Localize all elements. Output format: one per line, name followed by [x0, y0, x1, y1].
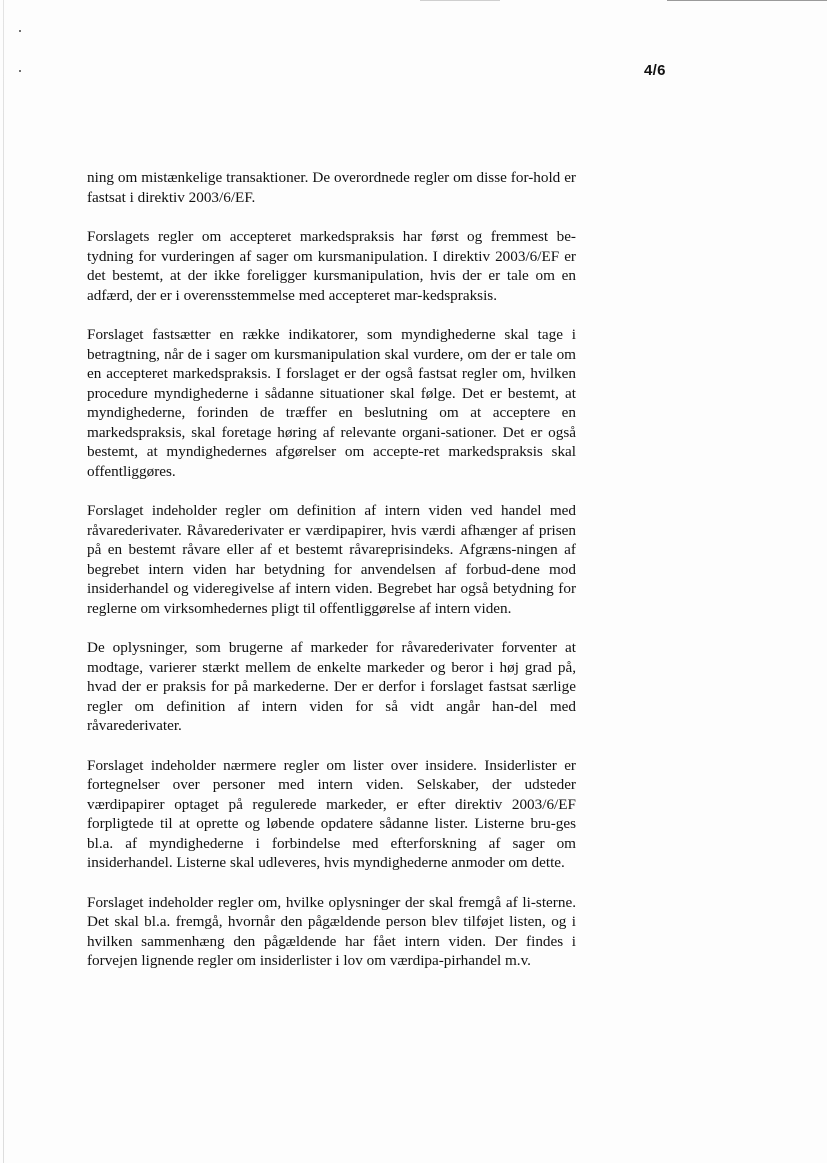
- paragraph: Forslaget fastsætter en række indikatorer, som myndighederne skal tage i betragtning, når de i sager om kursmanipulation skal vurdere, om der er tale om en accepteret markedspraksis. I forslaget er der også fastsat regler om, hvilken procedure myndighederne i sådanne situationer skal følge. Det er bestemt, at myndighederne, forinden de træffer en beslutning om at acceptere en markedspraksis, skal foretage høring af relevante organi-sationer. Det er også bestemt, at myndighedernes afgørelser om accepte-ret markedspraksis skal offentliggøres.: [87, 326, 576, 480]
- scan-speck: [19, 70, 21, 72]
- paragraph: ning om mistænkelige transaktioner. De overordnede regler om disse for-hold er fastsat i direktiv 2003/6/EF.: [87, 169, 576, 206]
- scan-artifact-line: [420, 0, 500, 1]
- paragraph: Forslaget indeholder regler om definition af intern viden ved handel med råvarederivater. Råvarederivater er værdipapirer, hvis værdi afhænger af prisen på en bestemt råvare eller af et bestemt råvareprisindeks. Afgræns-ningen af begrebet intern viden har betydning for anvendelsen af forbud-dene mod insiderhandel og videregivelse af intern viden. Begrebet har også betydning for reglerne om virksomhedernes pligt til offentliggørelse af intern viden.: [87, 502, 576, 617]
- body-text: [87, 168, 576, 991]
- paragraph: Forslagets regler om accepteret markedspraksis har først og fremmest be-tydning for vurderingen af sager om kursmanipulation. I direktiv 2003/6/EF er det bestemt, at der ikke foreligger kursmanipulation, hvis der er tale om en adfærd, der er i overensstemmelse med accepteret mar-kedspraksis.: [87, 228, 576, 304]
- paragraph: Forslaget indeholder nærmere regler om lister over insidere. Insiderlister er fortegnelser over personer med intern viden. Selskaber, der udsteder værdipapirer optaget på regulerede markeder, er efter direktiv 2003/6/EF forpligtede til at oprette og løbende opdatere sådanne lister. Listerne bru-ges bl.a. af myndighederne i forbindelse med efterforskning af sager om insiderhandel. Listerne skal udleveres, hvis myndighederne anmoder om dette.: [87, 756, 576, 871]
- page-number: 4/6: [644, 62, 666, 79]
- scan-speck: [19, 30, 21, 32]
- paragraph: Forslaget indeholder regler om, hvilke oplysninger der skal fremgå af li-sterne. Det skal bl.a. fremgå, hvornår den pågældende person blev tilføjet listen, og i hvilken sammenhæng den pågældende har fået intern viden. Der findes i forvejen lignende regler om insiderlister i lov om værdipa-pirhandel m.v.: [87, 893, 576, 969]
- scan-artifact-line: [667, 0, 827, 1]
- scan-edge: [3, 0, 4, 1163]
- paragraph: De oplysninger, som brugerne af markeder for råvarederivater forventer at modtage, varierer stærkt mellem de enkelte markeder og beror i høj grad på, hvad der er praksis for på markederne. Der er derfor i forslaget fastsat særlige regler om definition af intern viden for så vidt angår han-del med råvarederivater.: [87, 639, 576, 734]
